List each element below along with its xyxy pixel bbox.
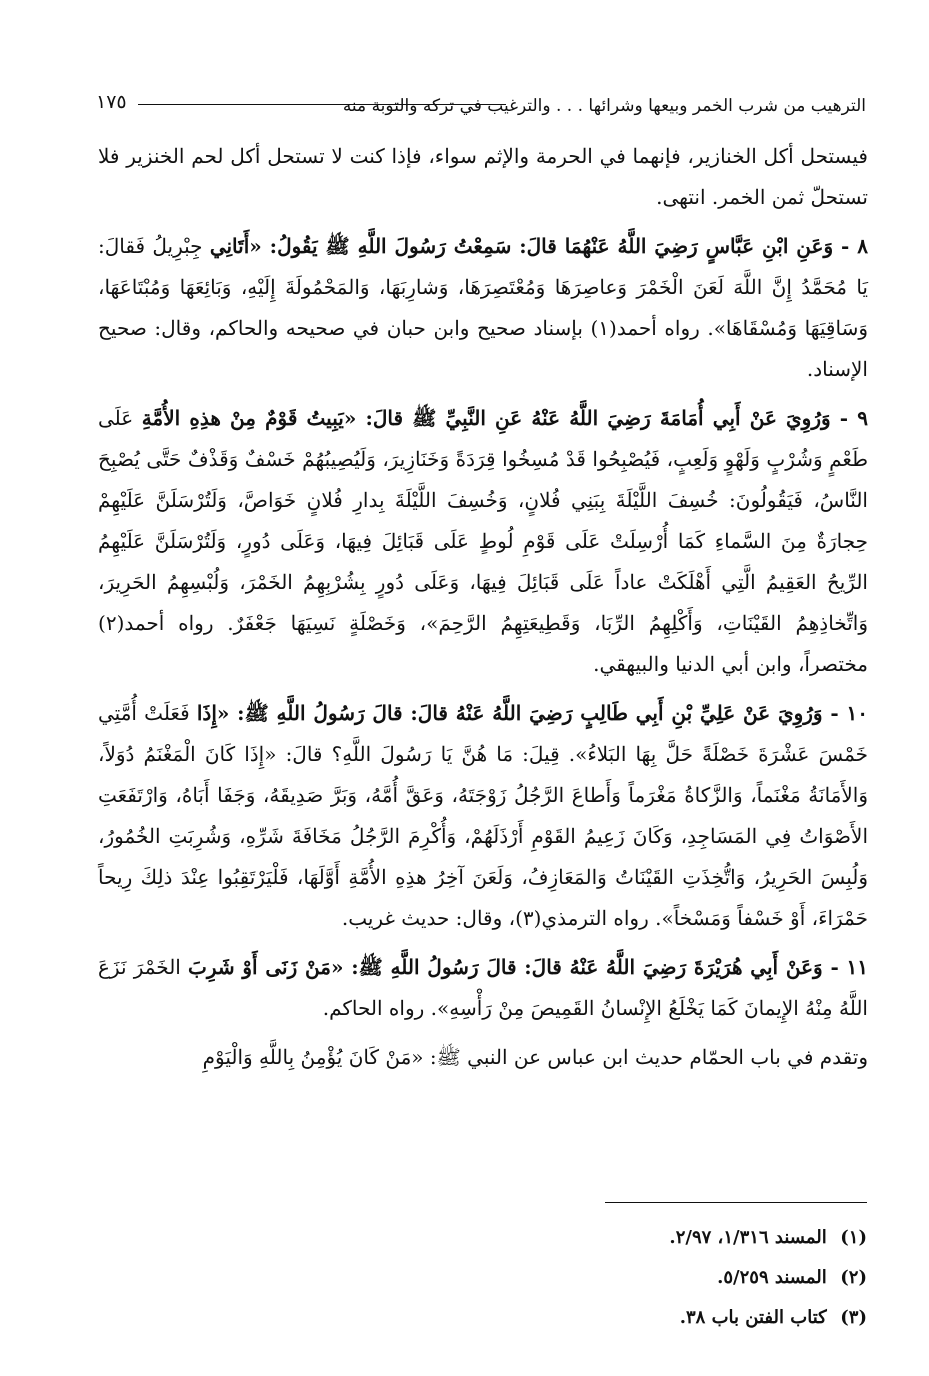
footnote-number: (١) — [840, 1227, 867, 1248]
paragraph-text: فيستحل أكل الخنازير، فإنهما في الحرمة والإثم سواء، فإذا كنت لا تستحل أكل لحم الخنزير فلا تستحلّ ثمن الخمر. انتهى. — [98, 144, 868, 209]
paragraph-text: عَلَى طَعْمٍ وَشُرْبٍ وَلَهْوٍ وَلَعِبٍ، فَيُصْبِحُوا قَدْ مُسِخُوا قِرَدَةً وَخَنَازِيرَ، وَلَيُصِيبُهُمْ خَسْفٌ وَقَذْفٌ حَتَّى يُصْبِحَ النَّاسُ، فَيَقُولُونَ: خُسِفَ اللَّيْلَةَ بِبَنِي فُلانٍ، وَخُسِفَ اللَّيْلَةَ بِدارِ فُلانٍ خَوَاصَّ، وَلَتُرْسَلَنَّ عَلَيْهِمْ حِجارَةٌ مِنَ السَّماءِ كَمَا أُرْسِلَتْ عَلَى قَوْمِ لُوطٍ عَلَى قَبَائِلَ فِيهَا، وَعَلَى دُورٍ، وَلَتُرْسَلَنَّ عَلَيْهِمُ الرِّيحُ العَقِيمُ الَّتِي أَهْلَكَتْ عاداً عَلَى قَبَائِلَ فِيهَا، وَعَلَى دُورٍ بِشُرْبِهِمُ الخَمْرَ، وَلُبْسِهِمُ الحَرِيرَ، وَاتِّخاذِهِمُ القَيْنَاتِ، وَأَكْلِهِمُ الرِّبَا، وَقَطِيعَتِهِمُ الرَّحِمَ»، وَخَصْلَةٍ نَسِيَهَا جَعْفَرٌ. رواه أحمد(٢) مختصراً، وابن أبي الدنيا والبيهقي. — [98, 406, 868, 676]
footnote-item — [467, 1258, 867, 1298]
header-rule — [138, 104, 506, 105]
hadith-11 — [98, 947, 868, 1029]
paragraph-text: الخَمْرَ نَزَعَ اللَّهُ مِنْهُ الإِيمانَ كَمَا يَخْلَعُ الإِنْسانُ القَمِيصَ مِنْ رَأْسِهِ». رواه الحاكم. — [98, 955, 868, 1020]
hadith-8 — [98, 226, 868, 390]
footnote-text: المسند ٥/٢٥٩. — [717, 1267, 827, 1288]
hadith-10 — [98, 693, 868, 939]
hadith-9 — [98, 398, 868, 685]
paragraph-lead: ٩ - وَرُوِيَ عَنْ أَبِي أُمَامَةَ رَضِيَ اللَّهُ عَنْهُ عَنِ النَّبِيِّ ﷺ قالَ: «يَبِيتُ قَوْمٌ مِنْ هذِهِ الأُمَّةِ — [141, 406, 869, 430]
main-text — [98, 136, 868, 1078]
footnote-item — [467, 1298, 867, 1338]
footnote-number: (٢) — [840, 1267, 867, 1288]
paragraph-text: وتقدم في باب الحمّام حديث ابن عباس عن النبي ﷺ: «مَنْ كَانَ يُؤْمِنُ بِاللَّهِ وَالْيَوْمِ — [202, 1045, 868, 1069]
paragraph-lead: ١٠ - وَرُوِيَ عَنْ عَلِيِّ بْنِ أَبِي طَالِبٍ رَضِيَ اللَّهُ عَنْهُ قالَ: قالَ رَسُولُ اللَّهِ ﷺ: «إِذَا — [196, 701, 868, 725]
paragraph-closing — [98, 1037, 868, 1078]
page-number: ١٧٥ — [96, 91, 127, 113]
footnote-item — [467, 1218, 867, 1258]
paragraph-lead: ٨ - وَعَنِ ابْنِ عَبَّاسٍ رَضِيَ اللَّهُ عَنْهُمَا قالَ: سَمِعْتُ رَسُولَ اللَّهِ ﷺ يَقُولُ: «أَتَانِي — [209, 234, 868, 258]
footnote-text: المسند ١/٣١٦، ٢/٩٧. — [669, 1227, 827, 1248]
footnotes — [467, 1218, 867, 1338]
paragraph-lead: ١١ - وَعَنْ أَبِي هُرَيْرَةَ رَضِيَ اللَّهُ عَنْهُ قالَ: قالَ رَسُولُ اللَّهِ ﷺ: «مَنْ زَنَى أَوْ شَرِبَ — [188, 955, 868, 979]
running-header — [96, 86, 866, 128]
footnote-divider — [605, 1202, 867, 1203]
header-title: الترهيب من شرب الخمر وبيعها وشرائها . . . والترغيب في تركه والتوبة منه — [342, 96, 866, 116]
paragraph-text: جِبْرِيلُ فَقالَ: يَا مُحَمَّدُ إِنَّ اللَّهَ لَعَنَ الْخَمْرَ وَعاصِرَهَا وَمُعْتَصِرَهَا، وَشارِبَهَا، وَالمَحْمُولَةَ إِلَيْهِ، وَبَائِعَهَا وَمُبْتَاعَهَا، وَسَاقِيَهَا وَمُسْقَاهَا». رواه أحمد(١) بإسناد صحيح وابن حبان في صحيحه والحاكم، وقال: صحيح الإسناد. — [98, 234, 868, 381]
paragraph-text: فَعَلَتْ أُمَّتِي خَمْسَ عَشْرَةَ خَصْلَةً حَلَّ بِهَا البَلاءُ». قِيلَ: مَا هُنَّ يَا رَسُولَ اللَّهِ؟ قالَ: «إِذَا كَانَ الْمَغْنَمُ دُوَلاً، وَالأَمَانَةُ مَغْنَماً، وَالزَّكاةُ مَغْرَماً وَأَطاعَ الرَّجُلُ زَوْجَتَهُ، وَعَقَّ أُمَّهُ، وَبَرَّ صَدِيقَهُ، وَجَفَا أَبَاهُ، وَارْتَفَعَتِ الأَصْوَاتُ فِي المَسَاجِدِ، وَكَانَ زَعِيمُ القَوْمِ أَرْذَلَهُمْ، وَأُكْرِمَ الرَّجُلُ مَخَافَةَ شَرِّهِ، وَشُرِبَتِ الخُمُورُ، وَلُبِسَ الحَرِيرُ، وَاتُّخِذَتِ القَيْنَاتُ وَالمَعَازِفُ، وَلَعَنَ آخِرُ هذِهِ الأُمَّةِ أَوَّلَهَا، فَلْيَرْتَقِبُوا عِنْدَ ذلِكَ رِيحاً حَمْرَاءَ، أَوْ خَسْفاً وَمَسْخاً». رواه الترمذي(٣)، وقال: حديث غريب. — [98, 701, 868, 930]
footnote-number: (٣) — [840, 1307, 867, 1328]
footnote-text: كتاب الفتن باب ٣٨. — [679, 1307, 827, 1328]
paragraph-continuation — [98, 136, 868, 218]
